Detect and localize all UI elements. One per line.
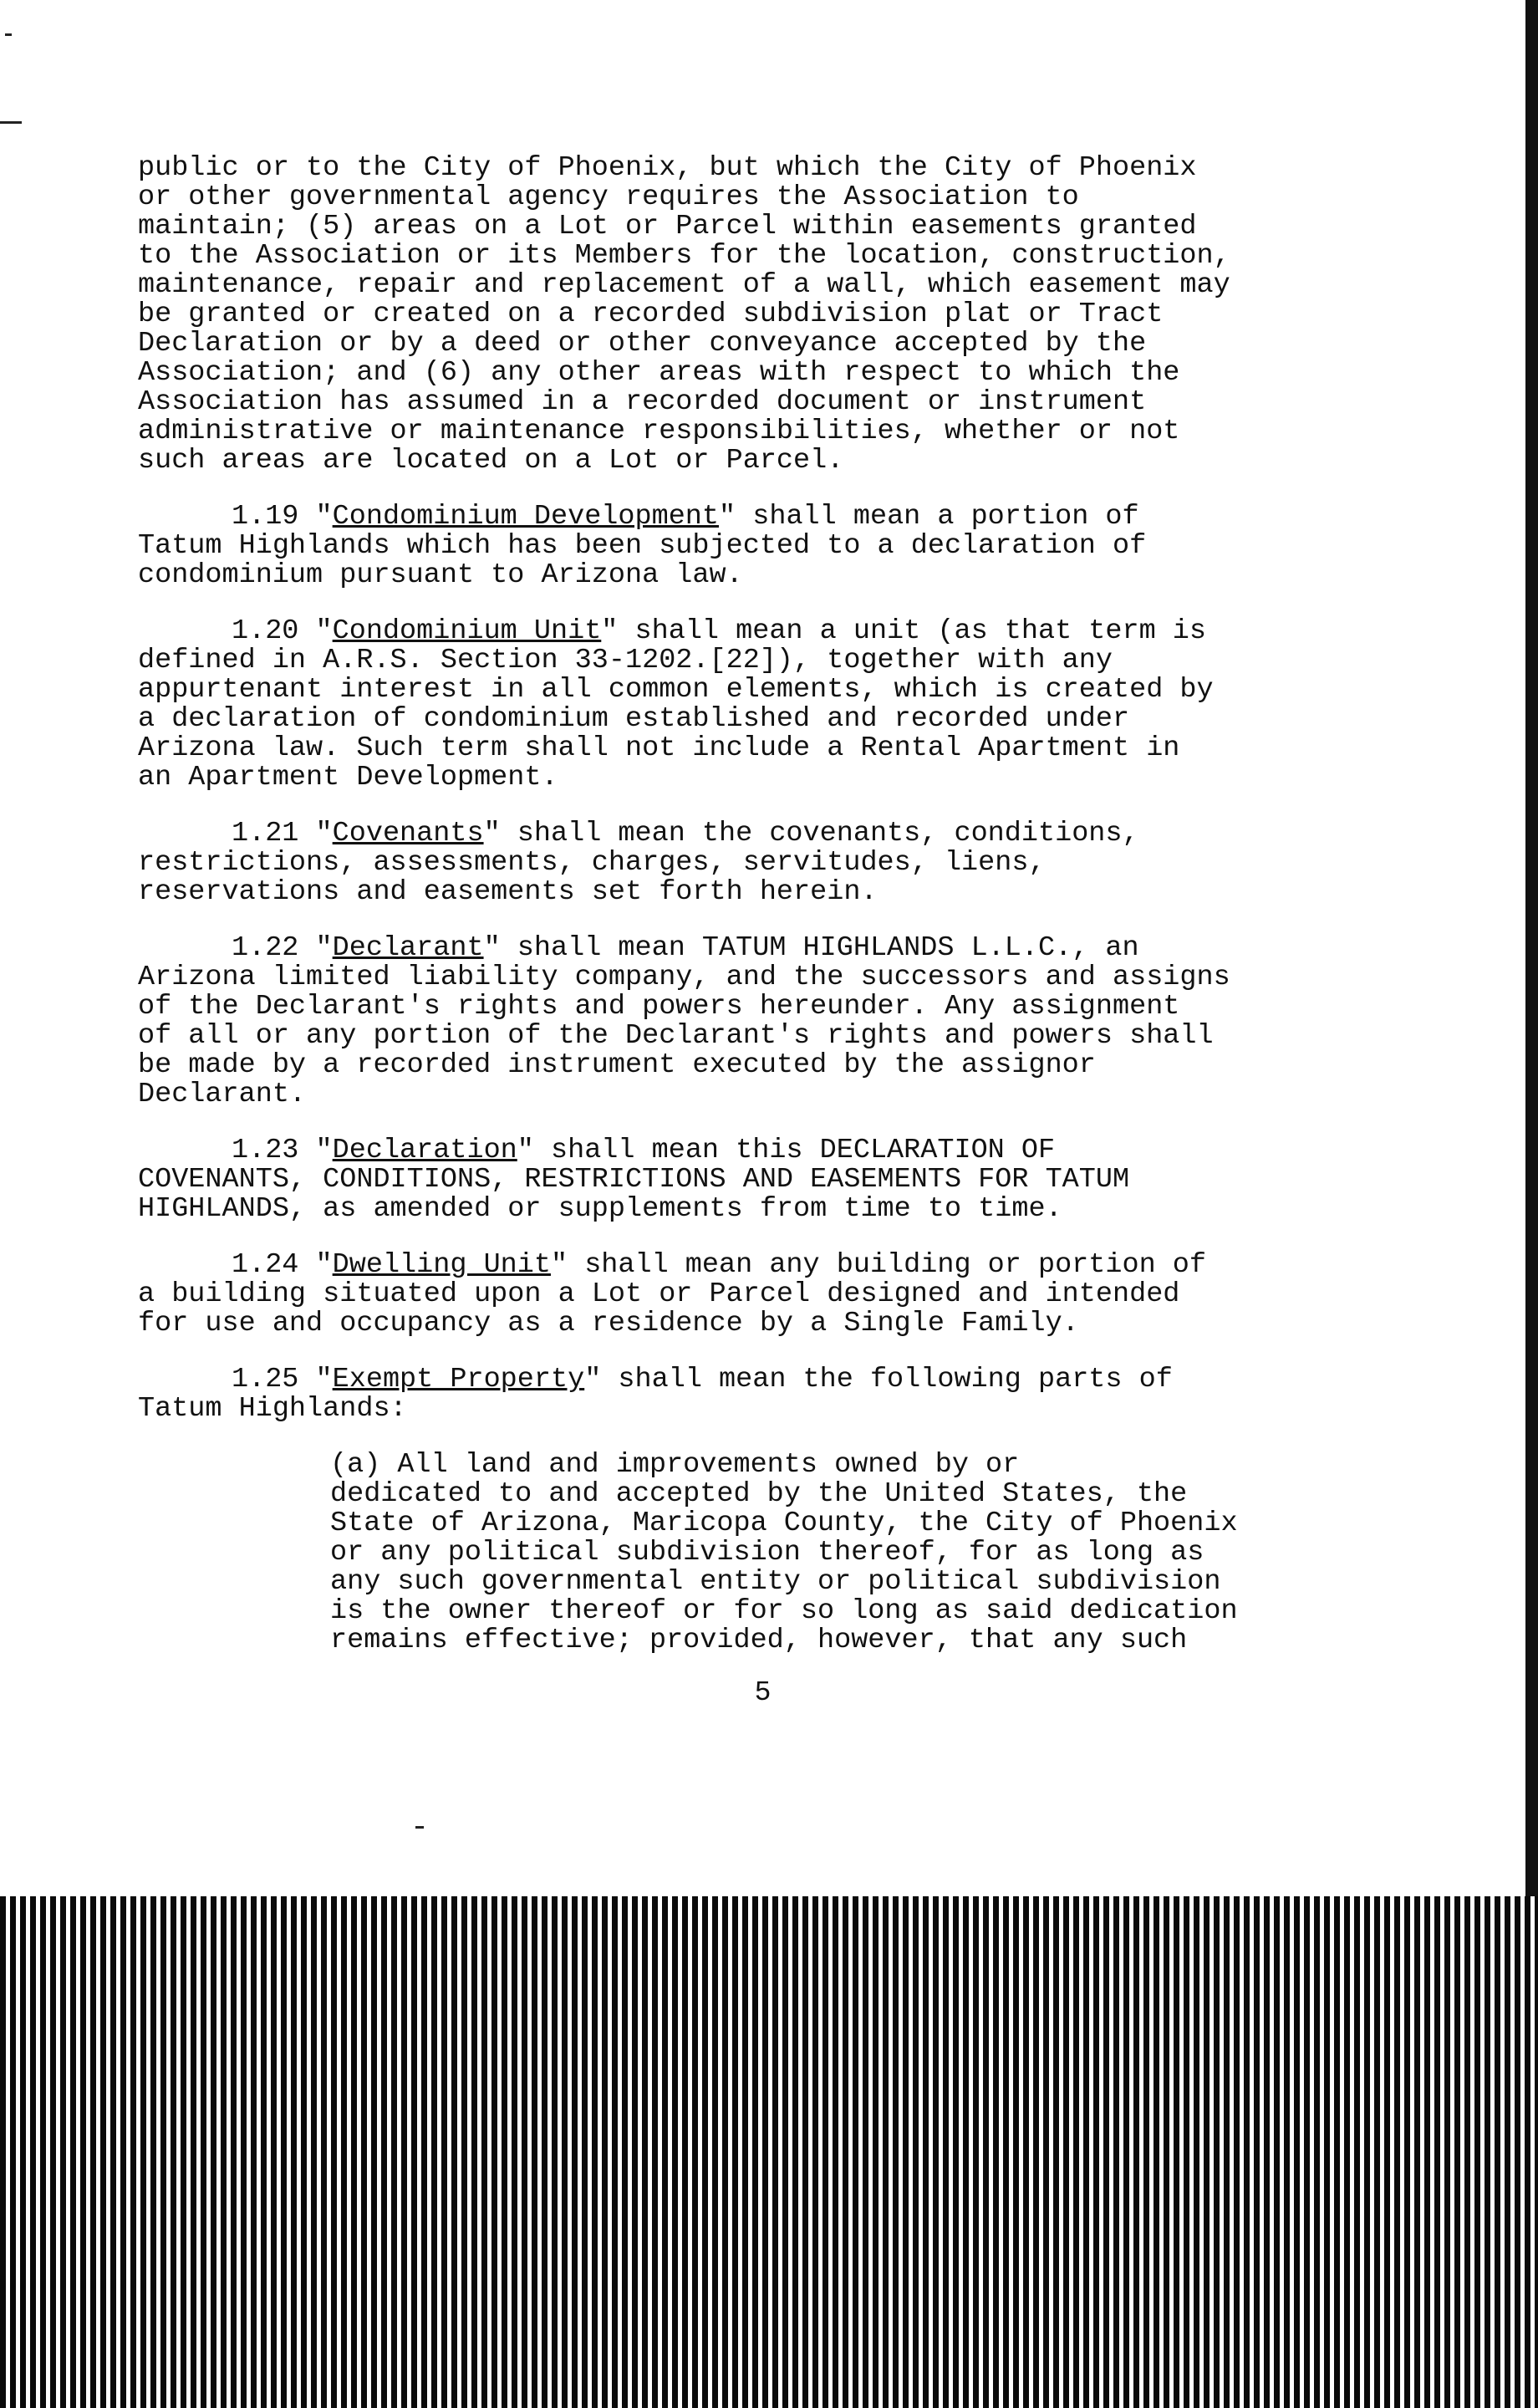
scan-right-edge — [1525, 0, 1538, 1906]
defined-term: Condominium Unit — [332, 615, 602, 647]
definition-text: " shall mean a portion of Tatum Highlands which has been subjected to a declaration of condominium pursuant to Arizona law. — [138, 501, 1147, 591]
definition-1-22: 1.22 "Declarant" shall mean TATUM HIGHLANDS L.L.C., an Arizona limited liability company, and the successors and assigns of the Declarant's rights and powers hereunder. Any assignment of all or any portion of the Declarant's rights and powers shall be made by a recorded instrument executed by the assignor Declarant. — [138, 932, 1230, 1110]
definition-text: " shall mean the following parts of Tatum Highlands: — [138, 1364, 1173, 1425]
intro-paragraph: public or to the City of Phoenix, but which the City of Phoenix or other governmental agency requires the Association to maintain; (5) areas on a Lot or Parcel within easements granted to the Association or its Members for the location, construction, maintenance, repair and replacement of a wall, which easement may be granted or created on a recorded subdivision plat or Tract Declaration or by a deed or other conveyance accepted by the Association; and (6) any other areas with respect to which the Association has assumed in a recorded document or instrument administrative or maintenance responsibilities, whether or not such areas are located on a Lot or Parcel. — [138, 152, 1230, 477]
defined-term: Exempt Property — [332, 1364, 585, 1395]
definition-1-24: 1.24 "Dwelling Unit" shall mean any building or portion of a building situated upon a Lot or Parcel designed and intended for use and occupancy as a residence by a Single Family. — [138, 1249, 1207, 1339]
definition-text: " shall mean any building or portion of a building situated upon a Lot or Parcel designed and intended for use and occupancy as a residence by a Single Family. — [138, 1249, 1207, 1339]
definition-1-19: 1.19 "Condominium Development" shall mean a portion of Tatum Highlands which has been subjected to a declaration of condominium pursuant to Arizona law. — [138, 501, 1147, 591]
section-number: 1.23 — [232, 1135, 299, 1166]
scan-mark — [0, 121, 22, 124]
section-number: 1.24 — [232, 1249, 299, 1281]
definition-1-20: 1.20 "Condominium Unit" shall mean a unit (as that term is defined in A.R.S. Section 33-1202.[22]), together with any appurtenant interest in all common elements, which is created by a declaration of condominium established and recorded under Arizona law. Such term shall not include a Rental Apartment in an Apartment Development. — [138, 615, 1214, 793]
definition-1-21: 1.21 "Covenants" shall mean the covenants, conditions, restrictions, assessments, charges, servitudes, liens, reservations and easements set forth herein. — [138, 818, 1139, 908]
subclause-a: (a) All land and improvements owned by or dedicated to and accepted by the United States, the State of Arizona, Maricopa County, the City of Phoenix or any political subdivision thereof, for as long as any such governmental entity or political subdivision is the owner thereof or for so long as said dedication remains effective; provided, however, that any such — [330, 1449, 1238, 1656]
defined-term: Dwelling Unit — [332, 1249, 551, 1281]
document-body — [138, 154, 1358, 1682]
section-number: 1.19 — [232, 501, 299, 533]
defined-term: Declarant — [332, 932, 484, 964]
definition-1-25: 1.25 "Exempt Property" shall mean the following parts of Tatum Highlands: — [138, 1364, 1173, 1425]
scan-stripe-artifact — [0, 1896, 1538, 2408]
defined-term: Declaration — [332, 1135, 517, 1166]
definition-text: " shall mean the covenants, conditions, restrictions, assessments, charges, servitudes, liens, reservations and easements set forth herein. — [138, 818, 1139, 908]
page-number: 5 — [754, 1677, 772, 1708]
defined-term: Condominium Development — [332, 501, 720, 533]
scan-mark — [415, 1826, 424, 1829]
definition-text: " shall mean a unit (as that term is defined in A.R.S. Section 33-1202.[22]), together with any appurtenant interest in all common elements, which is created by a declaration of condominium established and recorded under Arizona law. Such term shall not include a Rental Apartment in an Apartment Development. — [138, 615, 1214, 793]
section-number: 1.25 — [232, 1364, 299, 1395]
scan-mark — [5, 33, 12, 36]
defined-term: Covenants — [332, 818, 484, 849]
section-number: 1.22 — [232, 932, 299, 964]
definition-text: " shall mean TATUM HIGHLANDS L.L.C., an Arizona limited liability company, and the successors and assigns of the Declarant's rights and powers hereunder. Any assignment of all or any portion of the Declarant's rights and powers shall be made by a recorded instrument executed by the assignor Declarant. — [138, 932, 1230, 1110]
definition-1-23: 1.23 "Declaration" shall mean this DECLARATION OF COVENANTS, CONDITIONS, RESTRICTIONS AND EASEMENTS FOR TATUM HIGHLANDS, as amended or supplements from time to time. — [138, 1135, 1130, 1225]
section-number: 1.21 — [232, 818, 299, 849]
section-number: 1.20 — [232, 615, 299, 647]
definition-text: " shall mean this DECLARATION OF COVENANTS, CONDITIONS, RESTRICTIONS AND EASEMENTS FOR TATUM HIGHLANDS, as amended or supplements from time to time. — [138, 1135, 1130, 1225]
